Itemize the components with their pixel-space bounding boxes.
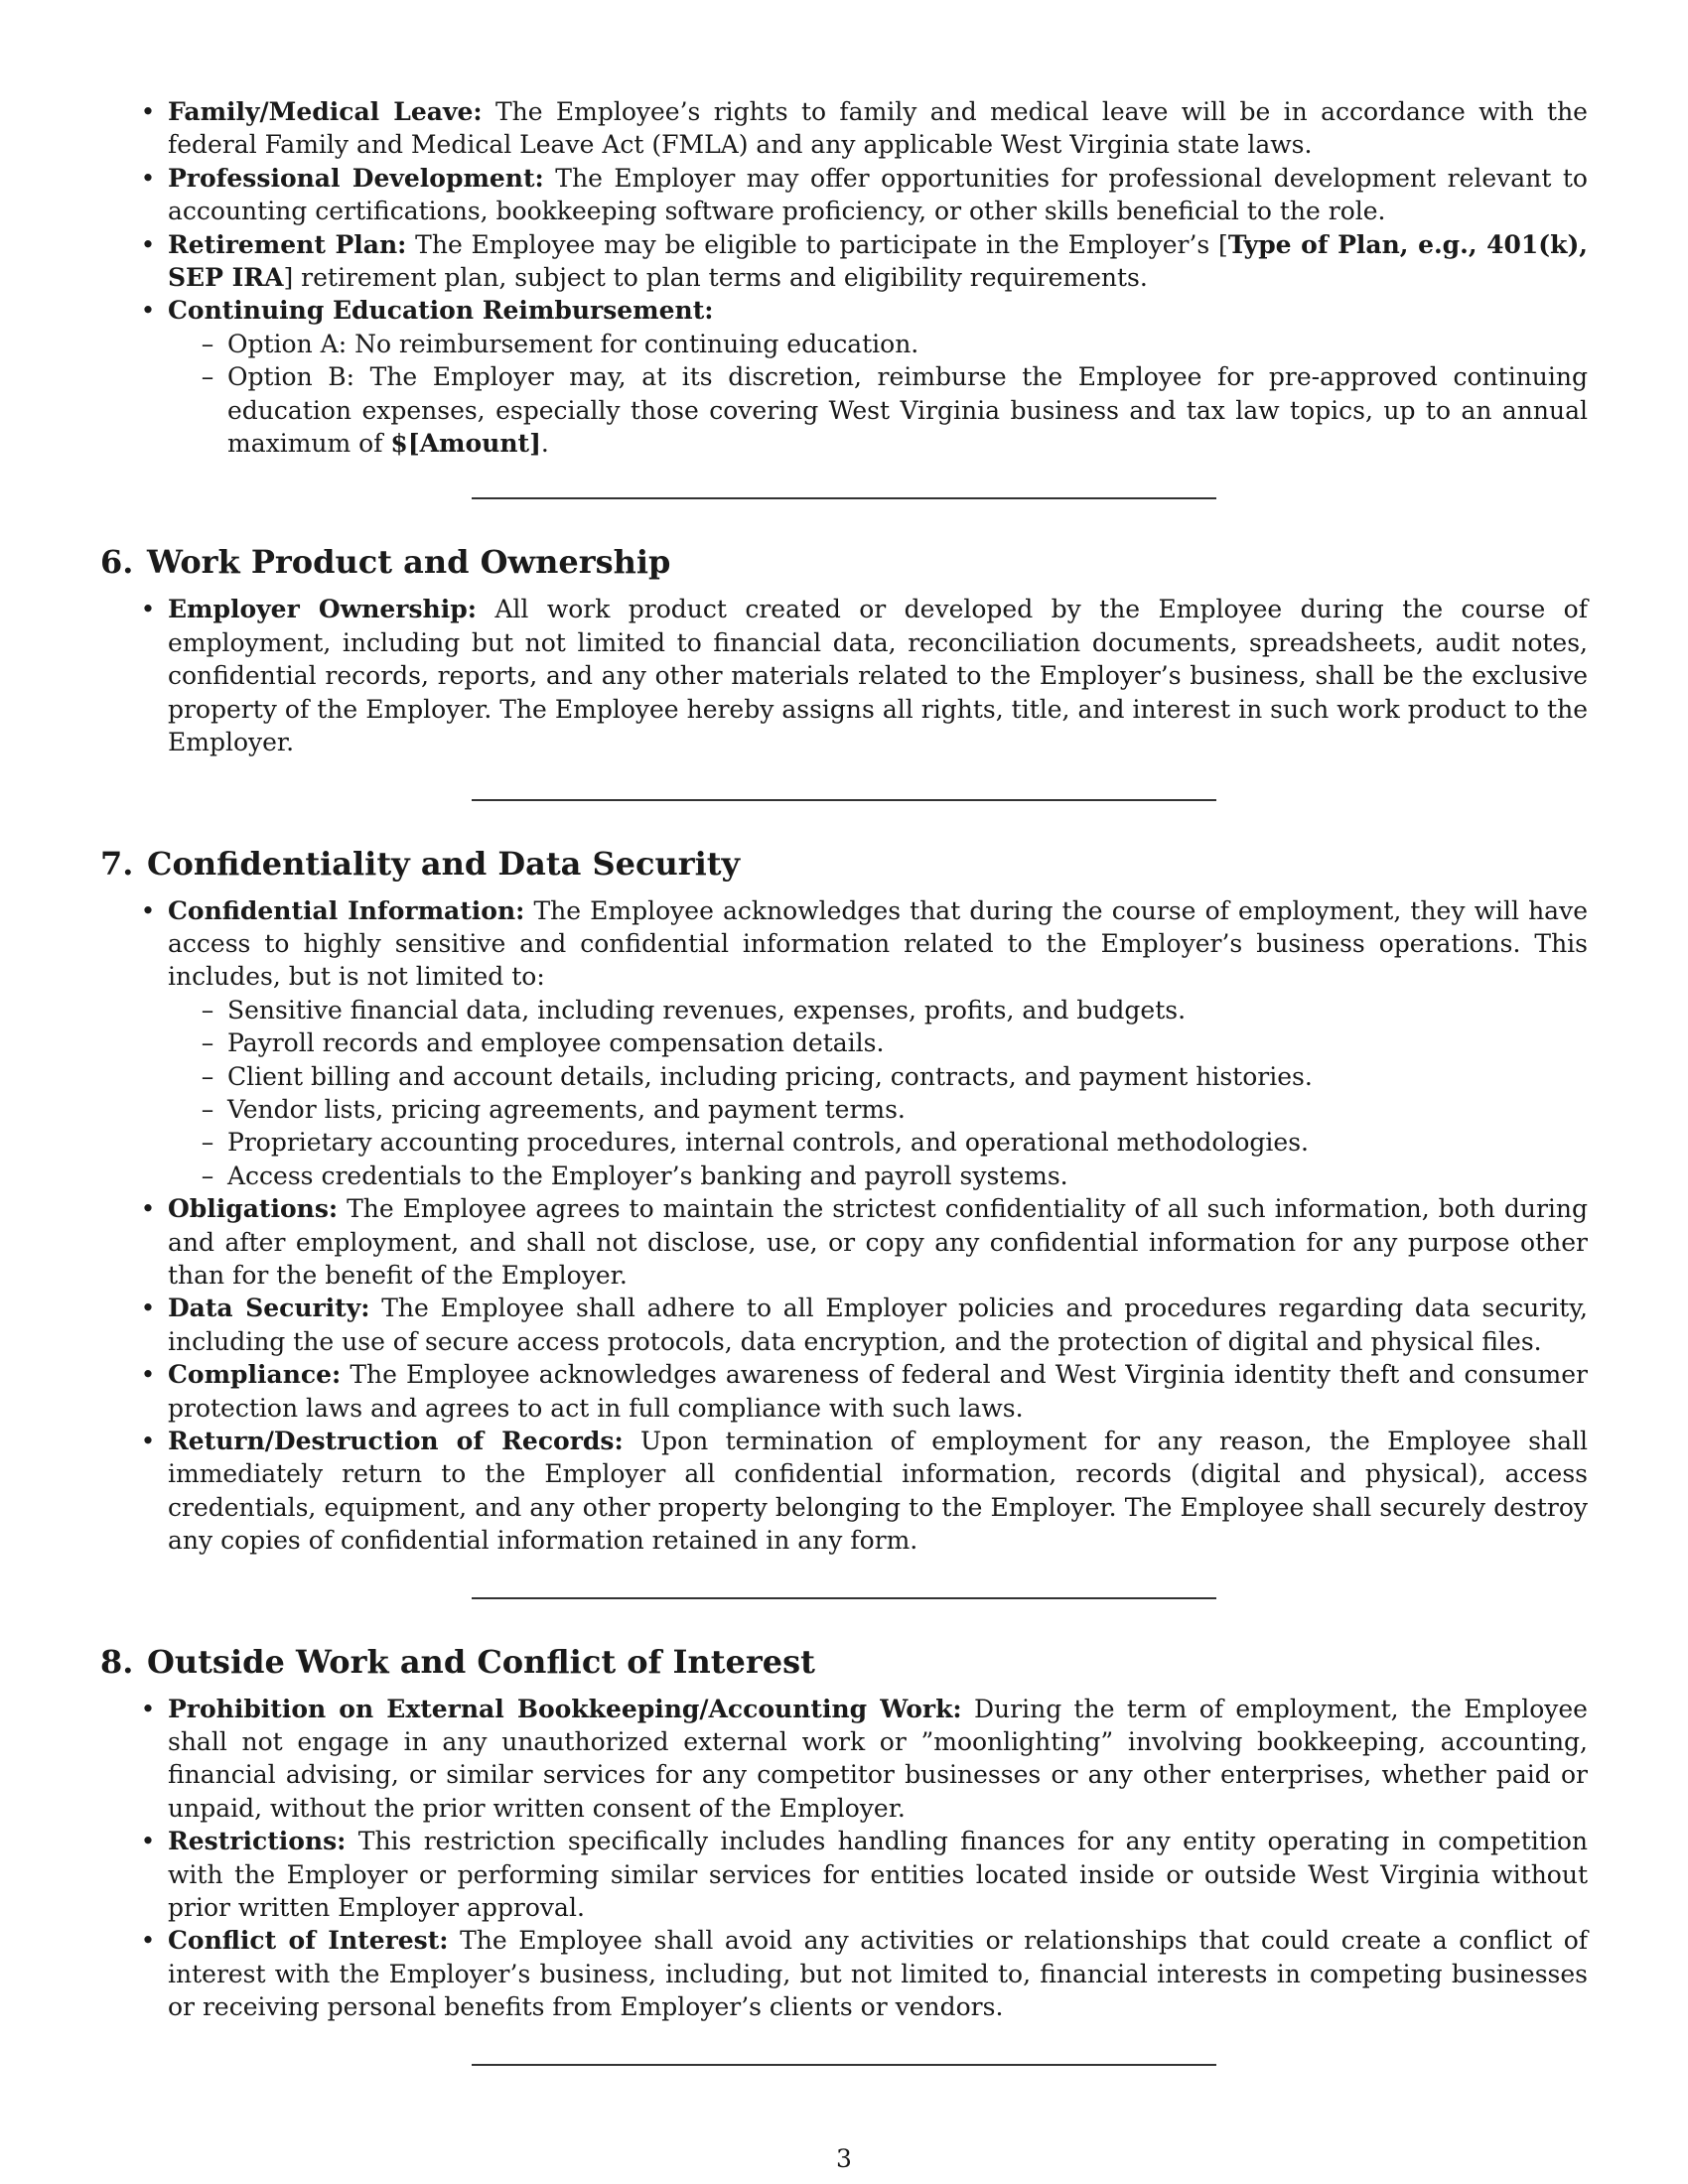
item-text: The Employee may be eligible to participate in the Employer’s [ [415,229,1228,259]
item-label: Restrictions: [168,1827,347,1856]
option-a-text: Option A: No reimbursement for continuing education. [227,329,919,358]
amount-placeholder: $[Amount] [390,429,541,459]
dash-icon: – [201,1160,214,1190]
item-label: Compliance: [168,1360,342,1390]
list-item [100,162,1588,228]
bullet-icon: • [140,895,156,925]
sub-list [168,994,1588,1192]
item-text: The Employee agrees to maintain the strictest confidentiality of all such information, both during and after employment, and shall not disclose, use, or copy any confidential information for any purpose other than for the benefit of the Employer. [168,1194,1588,1290]
bullet-icon: • [140,1827,156,1856]
sub-item-text: Payroll records and employee compensation details. [227,1028,885,1058]
item-text: All work product created or developed by the Employee during the course of employment, including but not limited to financial data, reconciliation documents, spreadsheets, audit notes, confidential records, reports, and any other materials related to the Employer’s business, shall be the exclusive property of the Employer. The Employee hereby assigns all rights, title, and interest in such work product to the Employer. [168,595,1588,757]
item-label: Data Security: [168,1294,370,1323]
sub-list-item [168,1060,1588,1093]
item-text: The Employee shall avoid any activities or relationships that could create a conflict of interest with the Employer’s business, including, but not limited to, financial interests in competing businesses or receiving personal benefits from Employer’s clients or vendors. [168,1926,1589,2022]
bullet-icon: • [140,1926,156,1956]
section-number: 8. [100,1642,134,1681]
section-number: 6. [100,543,134,582]
item-label: Continuing Education Reimbursement: [168,296,714,326]
section-heading [100,844,1588,884]
item-text: The Employee shall adhere to all Employer policies and procedures regarding data security, including the use of secure access protocols, data encryption, and the protection of digital and physical files. [168,1294,1588,1356]
sub-list-item [168,1093,1588,1126]
list-item [100,228,1588,295]
list-item [100,294,1588,460]
divider [472,2064,1216,2066]
list-item [100,1693,1588,1826]
bullet-icon: • [140,1194,156,1224]
divider [472,799,1216,801]
item-label: Prohibition on External Bookkeeping/Accounting Work: [168,1694,962,1723]
bullet-icon: • [140,163,156,193]
sub-list-item [168,994,1588,1026]
bullet-icon: • [140,97,156,126]
item-text: The Employee acknowledges that during the course of employment, they will have access to highly sensitive and confidential information related to the Employer’s business operations. This includes, but is not limited to: [168,895,1588,992]
sub-list-item [168,328,1588,360]
dash-icon: – [201,1061,214,1091]
section8-list [100,1693,1588,2024]
benefits-list [100,95,1588,460]
list-item [100,1192,1588,1292]
sub-item-text: Access credentials to the Employer’s banking and payroll systems. [227,1160,1068,1190]
sub-item-text: Proprietary accounting procedures, internal controls, and operational methodologies. [227,1128,1310,1158]
item-text: The Employee acknowledges awareness of federal and West Virginia identity theft and consumer protection laws and agrees to act in full compliance with such laws. [168,1360,1588,1423]
item-label: Professional Development: [168,163,544,193]
dash-icon: – [201,1094,214,1124]
section-number: 7. [100,844,134,883]
sub-item-text: Client billing and account details, including pricing, contracts, and payment histories. [227,1061,1313,1091]
sub-list [168,328,1588,461]
list-item [100,1825,1588,1924]
item-label: Conflict of Interest: [168,1926,449,1956]
item-label: Confidential Information: [168,895,525,925]
bullet-icon: • [140,296,156,326]
list-item [100,1292,1588,1358]
item-text: The Employee’s rights to family and medical leave will be in accordance with the federal Family and Medical Leave Act (FMLA) and any applicable West Virginia state laws. [168,97,1588,160]
section-title: Confidentiality and Data Security [147,844,741,883]
bullet-icon: • [140,1427,156,1455]
list-item [100,95,1588,162]
bullet-icon: • [140,1294,156,1323]
item-label: Retirement Plan: [168,229,407,259]
document-page [100,95,1588,2066]
item-text: The Employer may offer opportunities for professional development relevant to accounting certifications, bookkeeping software proficiency, or other skills beneficial to the role. [168,163,1588,226]
list-item [100,1425,1588,1558]
dash-icon: – [201,995,214,1024]
section-heading [100,542,1588,582]
option-b-text: Option B: The Employer may, at its discretion, reimburse the Employee for pre-approved continuing education expenses, especially those covering West Virginia business and tax law topics, up to an annual maximum of [227,362,1588,459]
item-label: Family/Medical Leave: [168,97,483,126]
sub-item-text: Sensitive financial data, including revenues, expenses, profits, and budgets. [227,995,1187,1024]
divider [472,1597,1216,1599]
option-b-end: . [540,429,549,459]
sub-list-item [168,1160,1588,1192]
section-heading [100,1642,1588,1682]
sub-list-item [168,1126,1588,1159]
item-text: During the term of employment, the Employee shall not engage in any unauthorized external work or ”moonlighting” involving bookkeeping, accounting, financial advising, or similar services for any competitor businesses or any other enterprises, whether paid or unpaid, without the prior written consent of the Employer. [168,1694,1588,1823]
item-label: Return/Destruction of Records: [168,1427,624,1455]
item-text-end: ] retirement plan, subject to plan terms and eligibility requirements. [283,263,1148,293]
dash-icon: – [201,362,214,392]
sub-item-text: Vendor lists, pricing agreements, and payment terms. [227,1094,906,1124]
sub-list-item [168,1026,1588,1059]
list-item [100,593,1588,758]
sub-list-item [168,360,1588,460]
list-item [100,894,1588,1193]
page-number: 3 [836,2144,852,2173]
section7-list [100,894,1588,1558]
dash-icon: – [201,1128,214,1158]
section6-list [100,593,1588,758]
list-item [100,1358,1588,1425]
plan-type-placeholder: Type of Plan, e.g., 401(k), SEP IRA [168,229,1588,293]
item-label: Employer Ownership: [168,595,477,624]
bullet-icon: • [140,1694,156,1723]
bullet-icon: • [140,1360,156,1390]
bullet-icon: • [140,229,156,259]
item-text: Upon termination of employment for any reason, the Employee shall immediately return to the Employer all confidential information, records (digital and physical), access credentials, equipment, and any other property belonging to the Employer. The Employee shall securely destroy any copies of confidential information retained in any form. [168,1427,1588,1556]
section-title: Work Product and Ownership [147,543,671,582]
bullet-icon: • [140,595,156,624]
item-label: Obligations: [168,1194,339,1224]
list-item [100,1924,1588,2023]
divider [472,497,1216,499]
section-title: Outside Work and Conflict of Interest [147,1642,815,1681]
dash-icon: – [201,1028,214,1058]
dash-icon: – [201,329,214,358]
item-text: This restriction specifically includes handling finances for any entity operating in competition with the Employer or performing similar services for entities located inside or outside West Virginia without prior written Employer approval. [168,1827,1588,1923]
